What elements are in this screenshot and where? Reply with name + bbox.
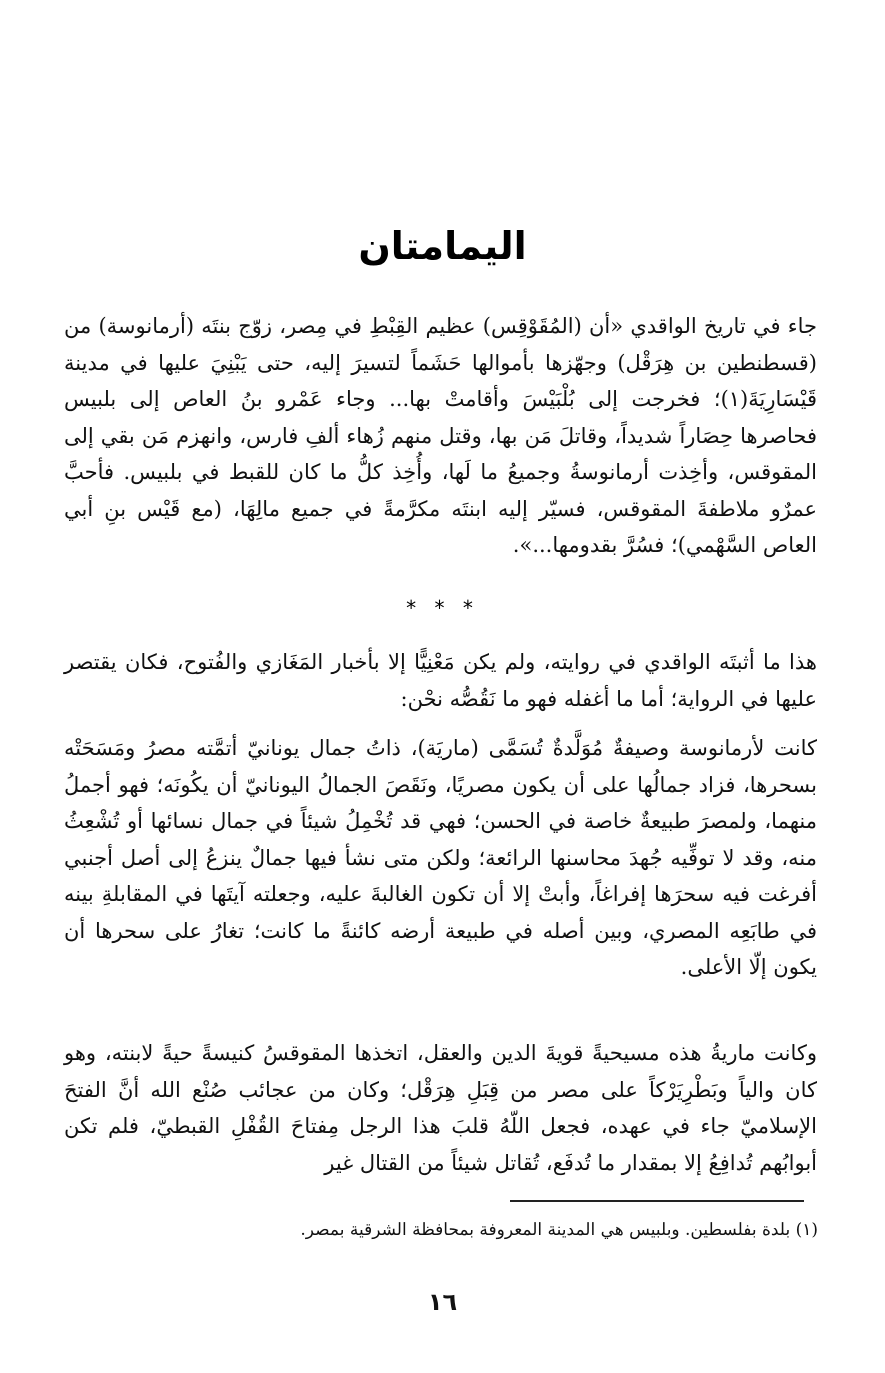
- paragraph-1-text: جاء في تاريخ الواقدي «أن (المُقَوْقِس) عظيم القِبْطِ في مِصر، زوّج بنتَه (أرمانوسة) من (قسطنطين بن هِرَقْل) وجهّزها بأموالها حَشَماً لتسيرَ إليه، حتى يَبْنِيَ عليها في مدينة قَيْسَارِيَةَ(١)؛ فخرجت إلى بُلْبَيْسَ وأقامتْ بها... وجاء عَمْرو بنُ العاص إلى بلبيس فحاصرها حِصَاراً شديداً، وقاتلَ مَن بها، وقتل منهم زُهاء ألفِ فارس، وانهزم مَن بقي إلى المقوقس، وأخِذت أرمانوسةُ وجميعُ ما لَها، وأُخِذ كلُّ ما كان للقبط في بلبيس. فأحبَّ عمرٌو ملاطفةَ المقوقس، فسيّر إليه ابنتَه مكرَّمةً في جميع مالِهَا، (مع قَيْس بنِ أبي العاص السَّهْمي)؛ فسُرَّ بقدومها...».: [64, 314, 817, 557]
- footnote: (١) بلدة بفلسطين. وبلبيس هي المدينة المعروفة بمحافظة الشرقية بمصر.: [300, 1220, 818, 1240]
- paragraph-4-text: وكانت ماريةُ هذه مسيحيةً قويةَ الدين والعقل، اتخذها المقوقسُ كنيسةً حيةً لابنته، وهو كان والياً وبَطْرِيَرْكاً على مصر من قِبَلِ هِرَقْل؛ وكان من عجائب صُنْع الله أنَّ الفتحَ الإسلاميّ جاء في عهده، فجعل اللّهُ قلبَ هذا الرجل مِفتاحَ القُفْلِ القبطيّ، فلم تكن أبوابُهم تُدافِعُ إلا بمقدار ما تُدفَع، تُقاتل شيئاً من القتال غير: [64, 1041, 817, 1175]
- paragraph-4: [64, 1035, 817, 1181]
- paragraph-2: [64, 644, 817, 717]
- footnote-divider: [510, 1200, 804, 1202]
- section-separator: * * *: [406, 596, 479, 620]
- page-number: ١٦: [427, 1288, 458, 1316]
- paragraph-3: [64, 730, 817, 986]
- chapter-title: اليمامتان: [358, 224, 527, 268]
- paragraph-2-text: هذا ما أثبتَه الواقدي في روايته، ولم يكن مَعْنِيًّا إلا بأخبار المَغَازي والفُتوح، فكان يقتصر عليها في الرواية؛ أما ما أغفله فهو ما نَقُصُّه نحْن:: [64, 650, 817, 711]
- paragraph-3-text: كانت لأرمانوسة وصيفةٌ مُوَلَّدةٌ تُسَمَّى (ماريَة)، ذاتُ جمال يونانيّ أتمَّته مصرُ ومَسَحَتْه بسحرها، فزاد جمالُها على أن يكون مصريًا، ونَقَصَ الجمالُ اليونانيّ أن يكُونَه؛ فهو أجملُ منهما، ولمصرَ طبيعةٌ خاصة في الحسن؛ فهي قد تُخْمِلُ شيئاً في جمال نسائها أو تُشْعِثُ منه، وقد لا توفِّيه جُهدَ محاسنها الرائعة؛ ولكن متى نشأ فيها جمالٌ ينزعُ إلى أصل أجنبي أفرغت فيه سحرَها إفراغاً، وأبتْ إلا أن تكون الغالبةَ عليه، وجعلته آيتَها في المقابلةِ بينه في طابَعِه المصري، وبين أصله في طبيعة أرضه كائنةً ما كانت؛ تغارُ على سحرها أن يكون إلّا الأعلى.: [64, 736, 817, 979]
- paragraph-1: [64, 308, 817, 564]
